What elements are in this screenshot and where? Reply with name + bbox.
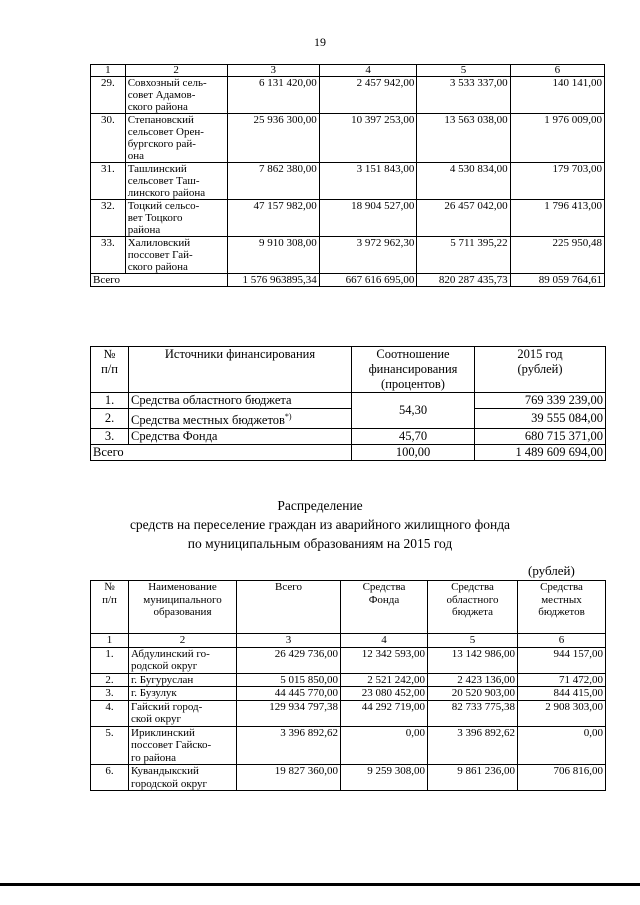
column-number: 5: [417, 65, 510, 77]
source-name: Средства местных бюджетов: [131, 413, 285, 428]
table-row: [91, 200, 605, 237]
municipality-name: Халиловский поссовет Гай- ского района: [125, 237, 227, 274]
amount-local: 2 908 303,00: [518, 700, 606, 726]
municipality-name: Гайский город- ской округ: [129, 700, 237, 726]
column-number: 5: [428, 634, 518, 648]
column-number: 1: [91, 65, 126, 77]
amount-local: 179 703,00: [510, 163, 604, 200]
amount-local: 71 472,00: [518, 673, 606, 687]
amount-fund: 18 904 527,00: [319, 200, 417, 237]
page-number: 19: [314, 35, 326, 49]
amount-region: 82 733 775,38: [428, 700, 518, 726]
header-fund: Средства Фонда: [341, 581, 428, 634]
amount-local: 944 157,00: [518, 647, 606, 673]
table-row: [91, 765, 606, 791]
row-number: 5.: [91, 726, 129, 765]
total-value: 1 576 963895,34: [227, 274, 319, 287]
column-numbering-row: [91, 65, 605, 77]
row-number: 33.: [91, 237, 126, 274]
amount-region: 13 142 986,00: [428, 647, 518, 673]
source-name: Средства Фонда: [129, 429, 352, 445]
amount-region: 3 533 337,00: [417, 77, 510, 114]
amount-fund: 2 457 942,00: [319, 77, 417, 114]
row-number: 6.: [91, 765, 129, 791]
total-value: 820 287 435,73: [417, 274, 510, 287]
table-row: [91, 700, 606, 726]
amount-region: 26 457 042,00: [417, 200, 510, 237]
table-row: [91, 673, 606, 687]
amount-total: 47 157 982,00: [227, 200, 319, 237]
table-row: [91, 647, 606, 673]
amount-local: 706 816,00: [518, 765, 606, 791]
header-row: [91, 581, 606, 634]
row-number: 30.: [91, 114, 126, 163]
row-number: 3.: [91, 687, 129, 701]
row-number: 32.: [91, 200, 126, 237]
source-name-cell: [129, 409, 352, 429]
header-source: Источники финансирования: [129, 347, 352, 393]
heading-line-2: средств на переселение граждан из аварийного жилищного фонда: [129, 517, 511, 532]
table-row: [91, 163, 605, 200]
amount-total: 6 131 420,00: [227, 77, 319, 114]
column-number: 3: [237, 634, 341, 648]
amount-total: 44 445 770,00: [237, 687, 341, 701]
header-total: Всего: [237, 581, 341, 634]
table-row: [91, 393, 606, 409]
amount-total: 19 827 360,00: [237, 765, 341, 791]
municipality-name: Совхозный сель- совет Адамов- ского района: [125, 77, 227, 114]
table-row: [91, 114, 605, 163]
table-row: [91, 726, 606, 765]
municipality-name: Абдулинский го- родской округ: [129, 647, 237, 673]
amount-fund: 2 521 242,00: [341, 673, 428, 687]
municipality-name: Тоцкий сельсо- вет Тоцкого района: [125, 200, 227, 237]
header-region: Средства областного бюджета: [428, 581, 518, 634]
total-amount: 1 489 609 694,00: [475, 445, 606, 461]
column-number: 3: [227, 65, 319, 77]
total-value: 89 059 764,61: [510, 274, 604, 287]
row-number: 1.: [91, 647, 129, 673]
header-year: 2015 год (рублей): [475, 347, 606, 393]
source-name: Средства областного бюджета: [129, 393, 352, 409]
municipality-name: г. Бузулук: [129, 687, 237, 701]
amount-fund: 3 972 962,30: [319, 237, 417, 274]
amount: 769 339 239,00: [475, 393, 606, 409]
amount-local: 1 796 413,00: [510, 200, 604, 237]
continuation-table: [90, 64, 605, 287]
amount-local: 844 415,00: [518, 687, 606, 701]
column-number: 4: [341, 634, 428, 648]
amount-region: 13 563 038,00: [417, 114, 510, 163]
header-number: № п/п: [91, 347, 129, 393]
table-row: [91, 77, 605, 114]
amount-local: 140 141,00: [510, 77, 604, 114]
amount-local: 0,00: [518, 726, 606, 765]
header-ratio: Соотношение финансирования (процентов): [352, 347, 475, 393]
amount-total: 129 934 797,38: [237, 700, 341, 726]
amount-fund: 3 151 843,00: [319, 163, 417, 200]
table-row: [91, 429, 606, 445]
total-label: Всего: [91, 274, 228, 287]
header-name: Наименование муниципального образования: [129, 581, 237, 634]
header-local: Средства местных бюджетов: [518, 581, 606, 634]
amount-total: 25 936 300,00: [227, 114, 319, 163]
municipality-name: Кувандыкский городской округ: [129, 765, 237, 791]
amount-total: 9 910 308,00: [227, 237, 319, 274]
column-number: 4: [319, 65, 417, 77]
amount-region: 5 711 395,22: [417, 237, 510, 274]
column-number: 6: [518, 634, 606, 648]
table-row: [91, 687, 606, 701]
amount-total: 3 396 892,62: [237, 726, 341, 765]
ratio: 45,70: [352, 429, 475, 445]
municipality-name: Степановский сельсовет Орен- бургского рай- она: [125, 114, 227, 163]
amount-local: 1 976 009,00: [510, 114, 604, 163]
amount-fund: 9 259 308,00: [341, 765, 428, 791]
amount-region: 20 520 903,00: [428, 687, 518, 701]
row-number: 3.: [91, 429, 129, 445]
municipality-name: Ташлинский сельсовет Таш- линского района: [125, 163, 227, 200]
funding-sources-table: [90, 346, 606, 461]
row-number: 2.: [91, 409, 129, 429]
column-numbering-row: [91, 634, 606, 648]
header-number: № п/п: [91, 581, 129, 634]
column-number: 1: [91, 634, 129, 648]
footnote-mark: *): [284, 412, 292, 421]
row-number: 29.: [91, 77, 126, 114]
amount-fund: 44 292 719,00: [341, 700, 428, 726]
bottom-rule: [0, 883, 640, 886]
amount-region: 4 530 834,00: [417, 163, 510, 200]
total-row: [91, 274, 605, 287]
municipality-name: Ириклинский поссовет Гайско- го района: [129, 726, 237, 765]
amount-fund: 0,00: [341, 726, 428, 765]
municipality-name: г. Бугуруслан: [129, 673, 237, 687]
amount-fund: 12 342 593,00: [341, 647, 428, 673]
total-label: Всего: [91, 445, 352, 461]
total-value: 667 616 695,00: [319, 274, 417, 287]
total-row: [91, 445, 606, 461]
table-row: [91, 237, 605, 274]
row-number: 2.: [91, 673, 129, 687]
amount-region: 2 423 136,00: [428, 673, 518, 687]
amount-region: 3 396 892,62: [428, 726, 518, 765]
total-ratio: 100,00: [352, 445, 475, 461]
distribution-table: [90, 580, 606, 791]
amount: 39 555 084,00: [475, 409, 606, 429]
header-row: [91, 347, 606, 393]
column-number: 2: [125, 65, 227, 77]
amount-local: 225 950,48: [510, 237, 604, 274]
amount: 680 715 371,00: [475, 429, 606, 445]
row-number: 4.: [91, 700, 129, 726]
heading-line-3: по муниципальным образованиям на 2015 год: [187, 536, 453, 551]
ratio-merged: 54,30: [352, 393, 475, 429]
amount-region: 9 861 236,00: [428, 765, 518, 791]
heading-line-1: Распределение: [277, 498, 363, 513]
table-row: [91, 409, 606, 429]
amount-total: 26 429 736,00: [237, 647, 341, 673]
amount-total: 7 862 380,00: [227, 163, 319, 200]
amount-total: 5 015 850,00: [237, 673, 341, 687]
row-number: 1.: [91, 393, 129, 409]
amount-fund: 10 397 253,00: [319, 114, 417, 163]
amount-fund: 23 080 452,00: [341, 687, 428, 701]
column-number: 6: [510, 65, 604, 77]
row-number: 31.: [91, 163, 126, 200]
column-number: 2: [129, 634, 237, 648]
unit-label: (рублей): [528, 563, 575, 578]
